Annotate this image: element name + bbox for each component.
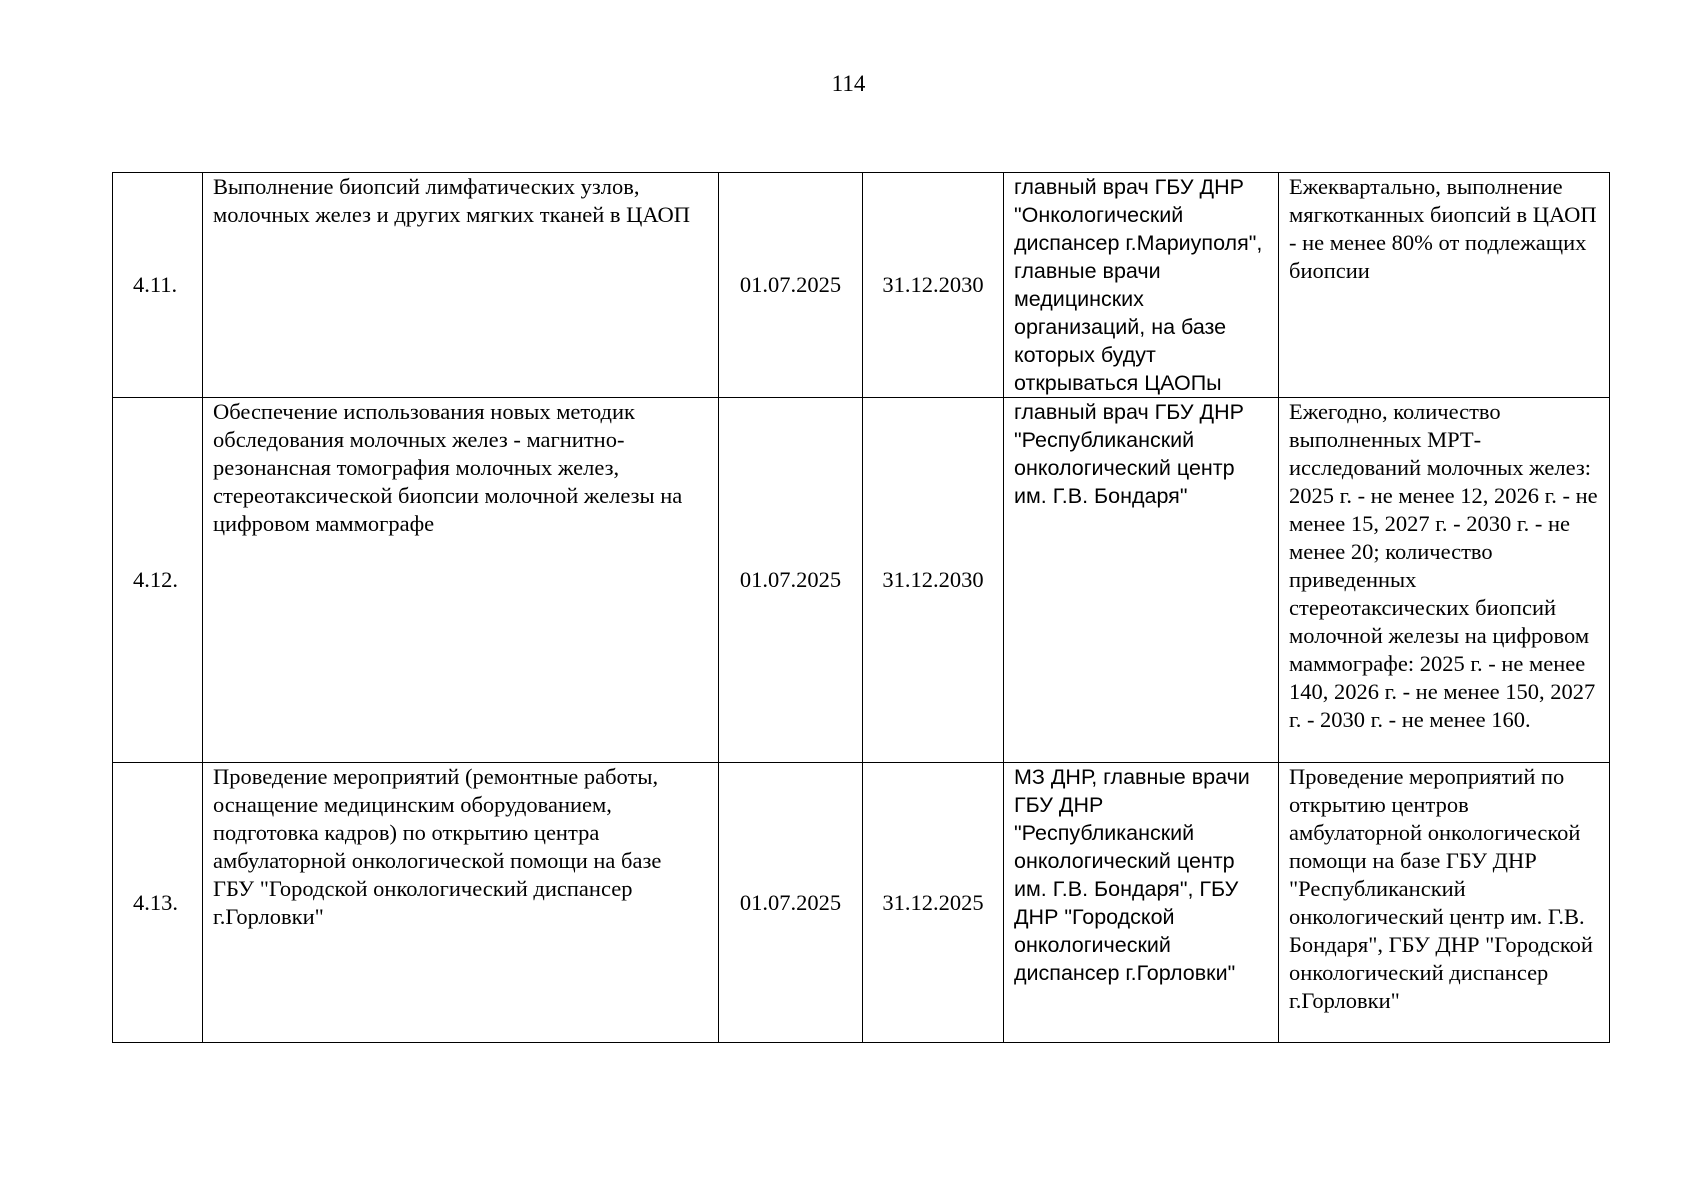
plan-table xyxy=(112,172,1610,1043)
table-row xyxy=(113,398,1610,763)
result-cell: Ежегодно, количество выполненных МРТ-исследований молочных желез: 2025 г. - не менее 12, 2026 г. - не менее 15, 2027 г. - 2030 г. - не менее 20; количество приведенных стереотаксических биопсий молочной железы на цифровом маммографе: 2025 г. - не менее 140, 2026 г. - не менее 150, 2027 г. - 2030 г. - не менее 160. xyxy=(1279,398,1610,763)
measure-cell: Обеспечение использования новых методик обследования молочных желез - магнитно-резонансная томография молочных желез, стереотаксической биопсии молочной железы на цифровом маммографе xyxy=(203,398,719,763)
end-date-cell: 31.12.2030 xyxy=(863,173,1004,398)
result-cell: Ежеквартально, выполнение мягкотканных биопсий в ЦАОП - не менее 80% от подлежащих биопсии xyxy=(1279,173,1610,398)
end-date-cell: 31.12.2025 xyxy=(863,763,1004,1043)
start-date-cell: 01.07.2025 xyxy=(719,173,863,398)
measure-cell: Проведение мероприятий (ремонтные работы, оснащение медицинским оборудованием, подготовка кадров) по открытию центра амбулаторной онкологической помощи на базе ГБУ "Городской онкологический диспансер г.Горловки" xyxy=(203,763,719,1043)
start-date-cell: 01.07.2025 xyxy=(719,763,863,1043)
responsible-cell: главный врач ГБУ ДНР "Онкологический диспансер г.Мариуполя", главные врачи медицинских организаций, на базе которых будут открываться ЦАОПы xyxy=(1004,173,1279,398)
row-number: 4.13. xyxy=(113,763,203,1043)
page-number: 114 xyxy=(831,71,866,96)
end-date-cell: 31.12.2030 xyxy=(863,398,1004,763)
result-cell: Проведение мероприятий по открытию центров амбулаторной онкологической помощи на базе ГБУ ДНР "Республиканский онкологический центр им. Г.В. Бондаря", ГБУ ДНР "Городской онкологический диспансер г.Горловки" xyxy=(1279,763,1610,1043)
table-row xyxy=(113,173,1610,398)
responsible-cell: МЗ ДНР, главные врачи ГБУ ДНР "Республиканский онкологический центр им. Г.В. Бондаря", ГБУ ДНР "Городской онкологический диспансер г.Горловки" xyxy=(1004,763,1279,1043)
start-date-cell: 01.07.2025 xyxy=(719,398,863,763)
measure-cell: Выполнение биопсий лимфатических узлов, молочных желез и других мягких тканей в ЦАОП xyxy=(203,173,719,398)
table-row xyxy=(113,763,1610,1043)
responsible-cell: главный врач ГБУ ДНР "Республиканский онкологический центр им. Г.В. Бондаря" xyxy=(1004,398,1279,763)
row-number: 4.11. xyxy=(113,173,203,398)
row-number: 4.12. xyxy=(113,398,203,763)
